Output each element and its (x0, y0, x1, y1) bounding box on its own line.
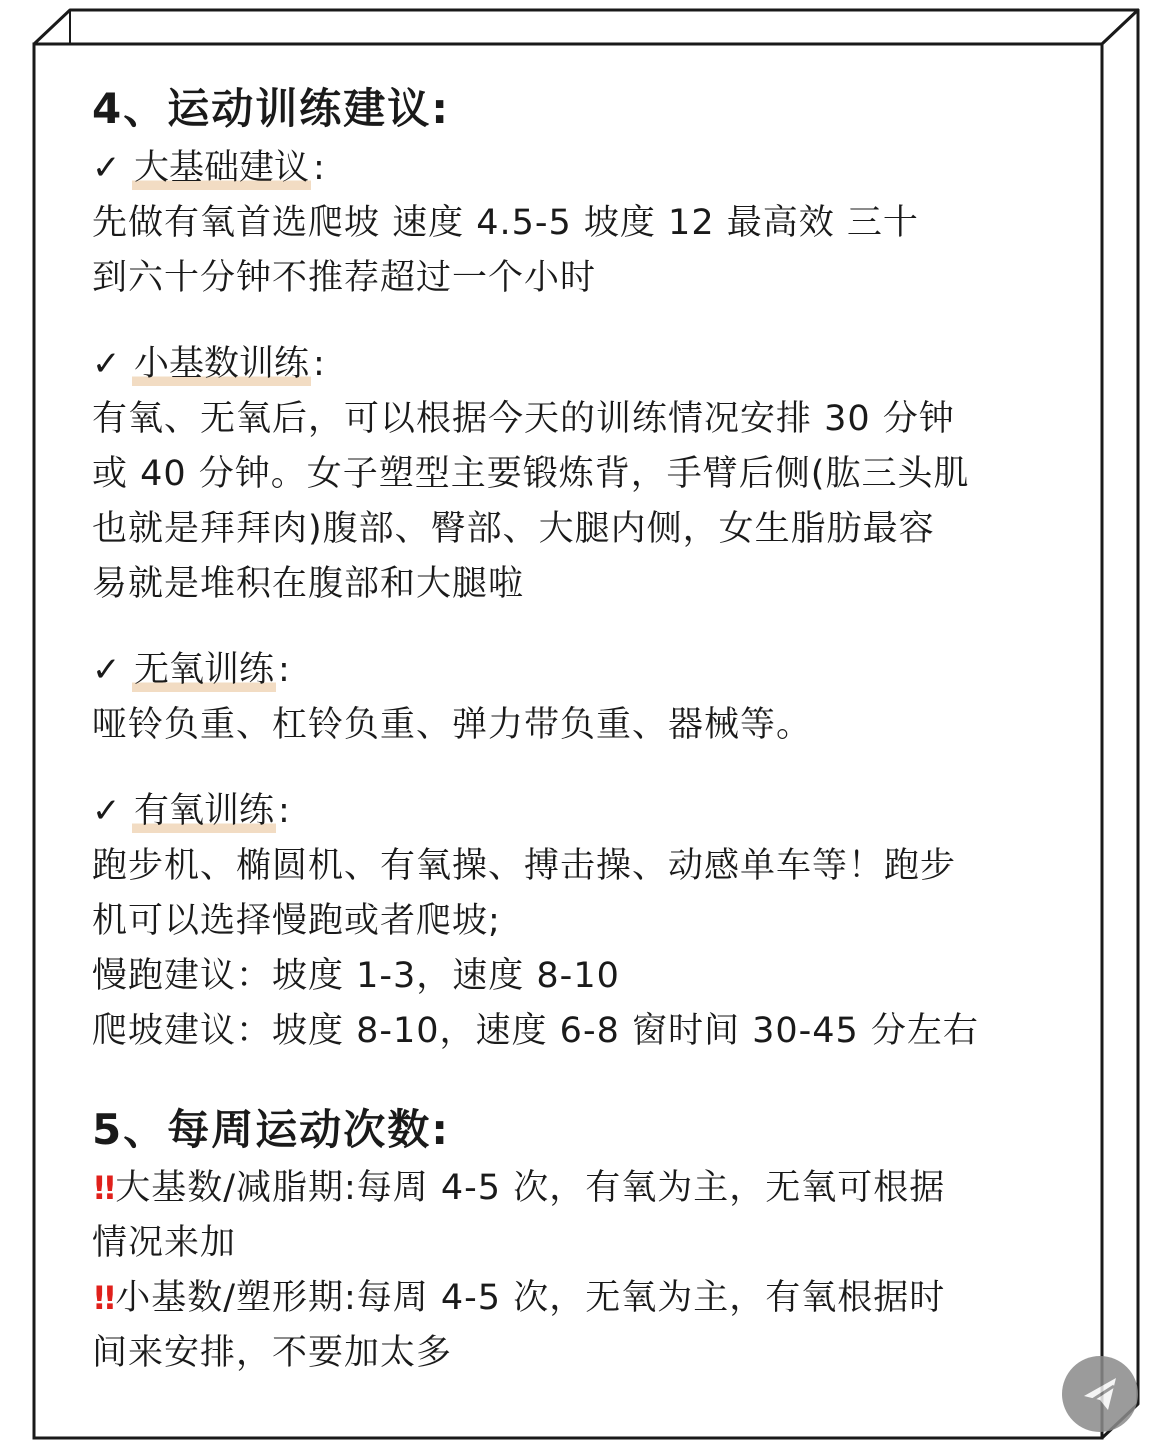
paragraph-line: 到六十分钟不推荐超过一个小时 (92, 258, 597, 298)
check-icon: ✓ (92, 650, 121, 690)
paragraph-line: 机可以选择慢跑或者爬坡; (92, 901, 501, 941)
weekly-item-big-base (92, 1161, 1072, 1216)
subheading-colon: : (313, 148, 325, 188)
section-4-title: 4、运动训练建议: (92, 84, 451, 133)
paragraph-line: 易就是堆积在腹部和大腿啦 (92, 564, 525, 604)
double-exclamation-icon: !! (92, 1169, 114, 1207)
paragraph-line: 哑铃负重、杠铃负重、弹力带负重、器械等。 (92, 705, 813, 745)
subheading-big-base (92, 140, 1072, 196)
check-icon: ✓ (92, 344, 121, 384)
check-icon: ✓ (92, 148, 121, 188)
paragraph-line: 情况来加 (92, 1223, 237, 1263)
watermark-badge (1062, 1356, 1138, 1432)
weekly-item-text: 小基数/塑形期:每周 4-5 次，无氧为主，有氧根据时 (115, 1278, 946, 1318)
subheading-anaerobic (92, 642, 1072, 698)
paragraph-line: 慢跑建议：坡度 1-3，速度 8-10 (92, 956, 620, 996)
paragraph-line: 爬坡建议：坡度 8-10，速度 6-8 窗时间 30-45 分左右 (92, 1011, 979, 1051)
weekly-item-text: 大基数/减脂期:每周 4-5 次，有氧为主，无氧可根据 (115, 1168, 946, 1208)
subheading-colon: : (278, 791, 290, 831)
paragraph-line: 跑步机、椭圆机、有氧操、搏击操、动感单车等！跑步 (92, 846, 957, 886)
section-5-title: 5、每周运动次数: (92, 1105, 451, 1154)
weekly-item-small-base (92, 1271, 1072, 1326)
paragraph-line: 也就是拜拜肉)腹部、臀部、大腿内侧，女生脂肪最容 (92, 509, 935, 549)
check-icon: ✓ (92, 791, 121, 831)
paragraph-line: 间来安排，不要加太多 (92, 1333, 453, 1373)
subheading-label: 无氧训练 (134, 650, 275, 690)
subheading-aerobic (92, 783, 1072, 839)
paragraph-line: 先做有氧首选爬坡 速度 4.5-5 坡度 12 最高效 三十 (92, 203, 919, 243)
subheading-colon: : (313, 344, 325, 384)
subheading-label: 小基数训练 (134, 344, 310, 384)
subheading-small-base (92, 336, 1072, 392)
subheading-label: 大基础建议 (134, 148, 310, 188)
subheading-colon: : (278, 650, 290, 690)
paragraph-line: 或 40 分钟。女子塑型主要锻炼背，手臂后侧(肱三头肌 (92, 454, 970, 494)
document-content (92, 78, 1072, 1381)
double-exclamation-icon: !! (92, 1279, 114, 1317)
paragraph-line: 有氧、无氧后，可以根据今天的训练情况安排 30 分钟 (92, 399, 955, 439)
share-icon (1062, 1356, 1138, 1432)
subheading-label: 有氧训练 (134, 791, 275, 831)
